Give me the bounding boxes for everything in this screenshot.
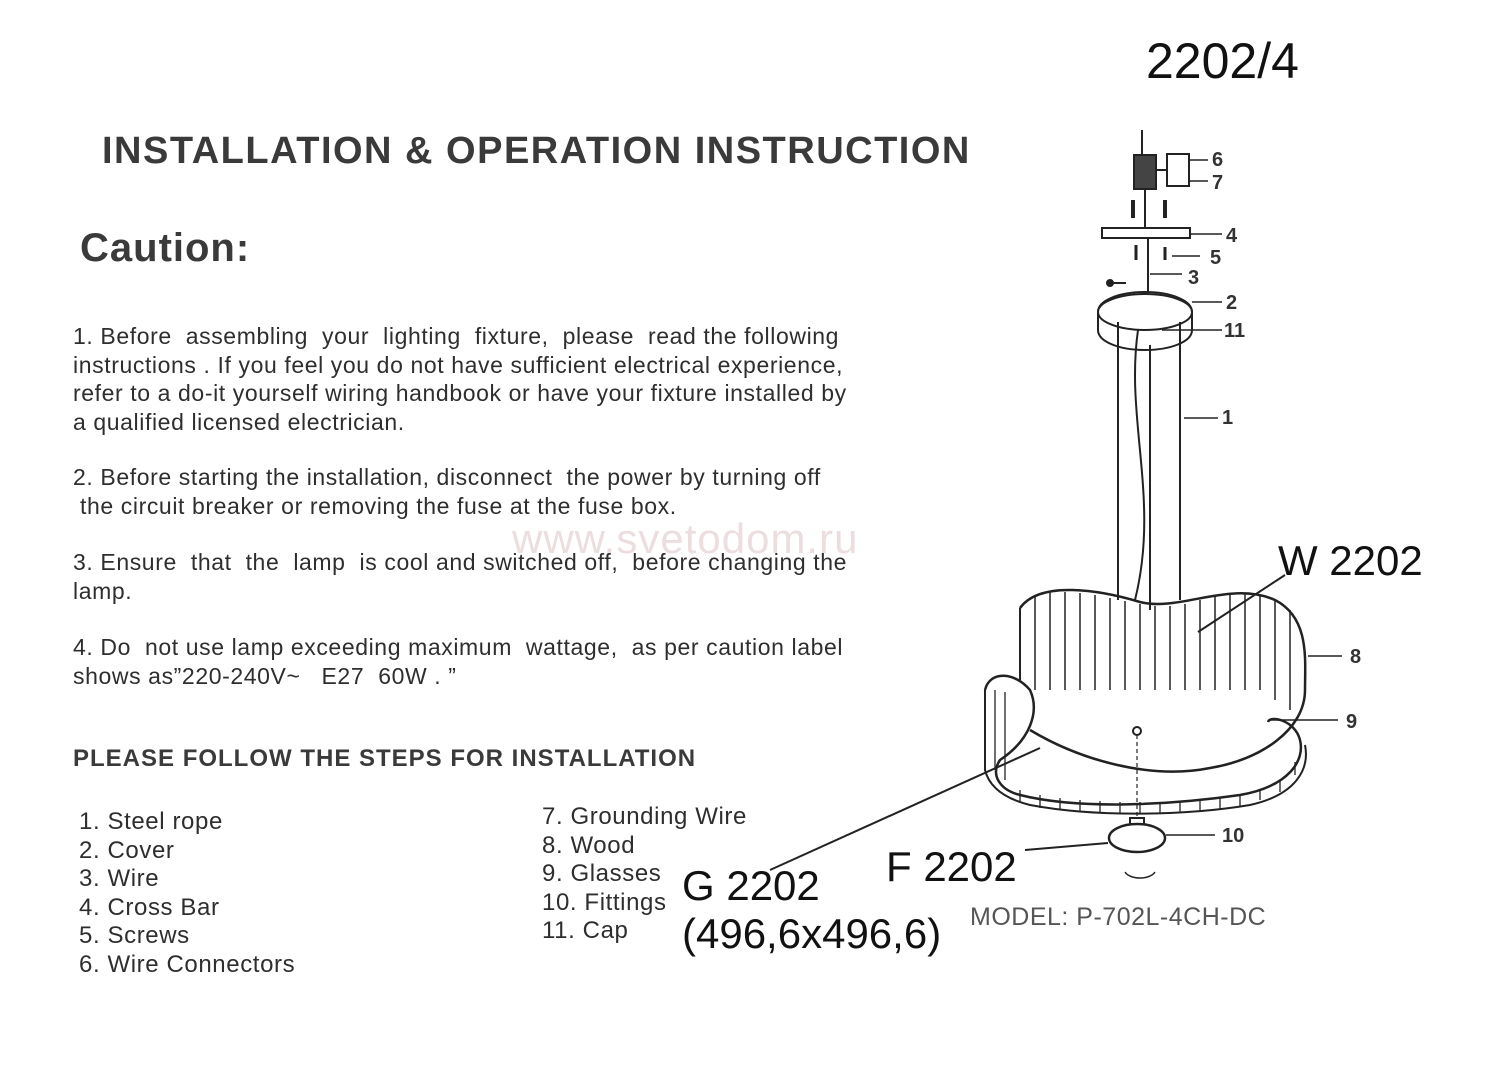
wood-frame-top: [1020, 590, 1305, 772]
power-wire: [1135, 330, 1144, 600]
fitting-disc: [1109, 824, 1165, 852]
callout-8: 8: [1350, 646, 1362, 668]
watermark: www.svetodom.ru: [512, 515, 859, 562]
annotation-g-2202: G 2202: [682, 862, 820, 909]
canopy-cover: [1098, 292, 1192, 350]
cross-bar: [1102, 228, 1190, 238]
grounding-block: [1167, 154, 1189, 186]
caution-heading: Caution:: [80, 226, 251, 270]
caution-paragraph-1: 1. Before assembling your lighting fixture, please read the following instructions . If you feel you do not have sufficient electrical experience, refer to a do-it yourself wiring handbook or have your fixture installed by a qualified licensed electrician.: [73, 323, 847, 435]
annotation-w-2202: W 2202: [1278, 537, 1423, 584]
model-code: 2202/4: [1146, 33, 1299, 89]
glass-band: [985, 676, 1301, 805]
wire-connector-block: [1134, 155, 1156, 189]
list-item: 10. Fittings: [542, 888, 667, 916]
list-item: 5. Screws: [79, 922, 190, 949]
list-item: 11. Cap: [542, 917, 629, 944]
pointer-w: [1198, 575, 1285, 632]
callout-9: 9: [1346, 711, 1358, 733]
caution-paragraph-4: 4. Do not use lamp exceeding maximum wattage, as per caution label shows as”220-240V~ E27 60W . ”: [73, 634, 844, 689]
annotation-f-2202: F 2202: [886, 843, 1017, 890]
callout-10: 10: [1222, 825, 1245, 847]
callout-5: 5: [1210, 247, 1222, 269]
list-item: 3. Wire: [79, 865, 160, 892]
callout-2: 2: [1226, 292, 1238, 314]
list-item: 9. Glasses: [542, 860, 662, 887]
list-item: 1. Steel rope: [79, 808, 223, 835]
callout-1: 1: [1222, 407, 1234, 429]
annotation-g-dimensions: (496,6x496,6): [682, 910, 942, 957]
list-item: 6. Wire Connectors: [79, 950, 296, 978]
list-item: 8. Wood: [542, 831, 636, 859]
list-item: 4. Cross Bar: [79, 893, 220, 921]
callout-7: 7: [1212, 172, 1224, 194]
callout-11: 11: [1224, 320, 1246, 342]
list-item: 7. Grounding Wire: [542, 803, 747, 830]
pointer-f: [1025, 843, 1108, 850]
caution-paragraph-3: 3. Ensure that the lamp is cool and switched off, before changing the lamp.: [73, 549, 848, 604]
steps-heading: PLEASE FOLLOW THE STEPS FOR INSTALLATION: [73, 745, 697, 772]
callout-3: 3: [1188, 267, 1200, 289]
page-title: INSTALLATION & OPERATION INSTRUCTION: [102, 130, 971, 172]
caution-paragraph-2: 2. Before starting the installation, disconnect the power by turning off the circuit breaker or removing the fuse at the fuse box.: [73, 464, 821, 519]
list-item: 2. Cover: [79, 836, 175, 864]
callout-6: 6: [1212, 149, 1224, 171]
callout-4: 4: [1226, 225, 1238, 247]
model-label: MODEL: P-702L-4CH-DC: [970, 903, 1267, 931]
